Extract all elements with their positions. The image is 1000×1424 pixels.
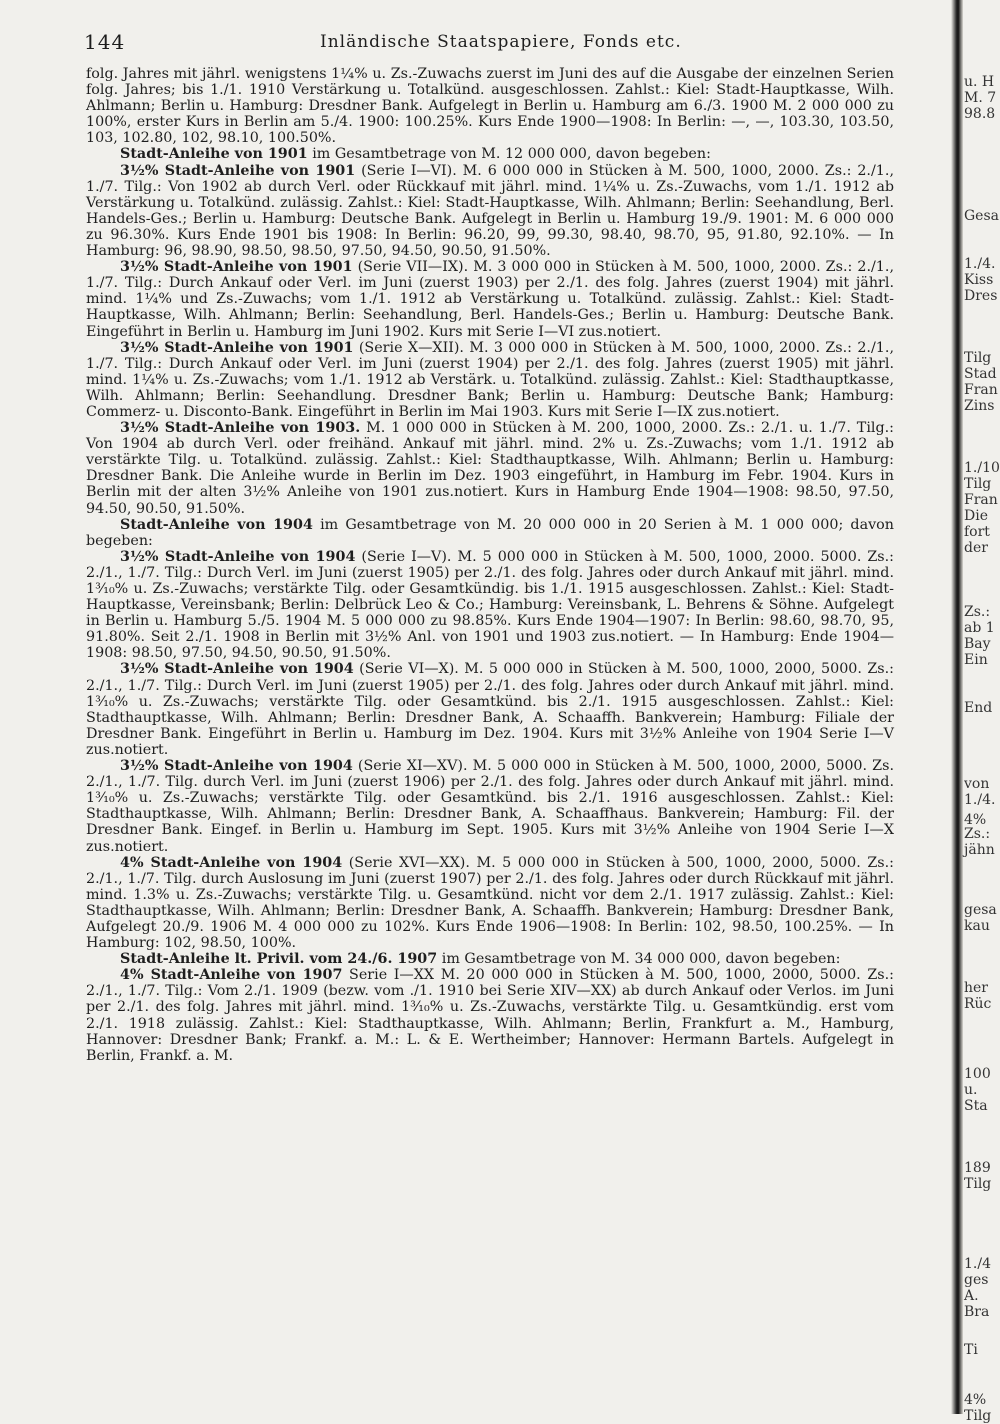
section-heading: 3½% Stadt-Anleihe von 1901 — [120, 259, 353, 276]
facing-page-fragment: Rüc — [964, 996, 992, 1012]
facing-page-fragment: End — [964, 700, 993, 716]
facing-page-fragment: 1./10 — [964, 460, 1000, 476]
section-heading: 3½% Stadt-Anleihe von 1904 — [120, 661, 354, 678]
facing-page-fragments — [964, 60, 1000, 1424]
facing-page-fragment: Tilg — [964, 350, 992, 366]
facing-page-fragment: Tilg — [964, 476, 992, 492]
facing-page-fragment: Bay — [964, 636, 991, 652]
section-heading: 4% Stadt-Anleihe von 1904 — [120, 854, 343, 871]
paragraph-text: im Gesamtbetrage von M. 20 000 000 in 20 Serien à M. 1 000 000; davon begeben: — [86, 516, 894, 549]
facing-page-fragment: der — [964, 540, 988, 556]
section-heading: 3½% Stadt-Anleihe von 1903. — [120, 420, 361, 437]
facing-page-fragment: her — [964, 980, 988, 996]
paragraph — [86, 758, 894, 855]
facing-page-fragment: Die — [964, 508, 988, 524]
facing-page-fragment: Tilg — [964, 1176, 992, 1192]
facing-page-fragment: 1./4 — [964, 1256, 991, 1272]
paragraph — [86, 951, 894, 967]
section-heading: Stadt-Anleihe lt. Privil. vom 24./6. 1907 — [120, 951, 438, 968]
section-heading: 4% Stadt-Anleihe von 1907 — [120, 967, 343, 984]
paragraph — [86, 163, 894, 260]
facing-page-fragment: Gesa — [964, 208, 999, 224]
page-number: 144 — [84, 30, 126, 54]
facing-page-fragment: A. — [964, 1288, 979, 1304]
facing-page-fragment: 100 — [964, 1066, 991, 1082]
facing-page-fragment: jähn — [964, 842, 995, 858]
facing-page-fragment: ges — [964, 1272, 989, 1288]
paragraph — [86, 517, 894, 549]
paragraph-text: (Serie X—XII). M. 3 000 000 in Stücken à M. 500, 1000, 2000. Zs.: 2./1., 1./7. Tilg.: Durch Ankauf oder Verl. im Juni (zuerst 1904) per 2./1. des folg. Jahres (zuerst 1905) mit jährl. mind. 1¼% u. Zs.-Zuwachs; vom 1./1. 1912 ab Verstärk. u. Totalkünd. zulässig. Zahlst.: Kiel: Stadthauptkasse, Wilh. Ahlmann; Berlin: Seehandlung. Dresdner Bank; Berlin u. Hamburg: Deutsche Bank; Hamburg: Commerz- u. Disconto-Bank. Eingeführt in Berlin im Mai 1903. Kurs mit Serie I—IX zus.notiert. — [86, 339, 894, 420]
section-heading: 3½% Stadt-Anleihe von 1904 — [120, 758, 353, 775]
running-title: Inländische Staatspapiere, Fonds etc. — [320, 32, 682, 52]
section-heading: 3½% Stadt-Anleihe von 1901 — [120, 339, 354, 356]
paragraph — [86, 855, 894, 952]
facing-page-fragment: Stad — [964, 366, 997, 382]
paragraph-text: (Serie XVI—XX). M. 5 000 000 in Stücken à 500, 1000, 2000, 5000. Zs.: 2./1., 1./7. Tilg. durch Auslosung im Juni (zuerst 1907) per 2./1. des folg. Jahres oder durch Rückkauf mit jährl. mind. 1.3% u. Zs.-Zuwachs; verstärkte Tilg. u. Gesamtkünd. nicht vor dem 2./1. 1917 zulässig. Zahlst.: Kiel: Stadthauptkasse, Wilh. Ahlmann; Berlin: Dresdner Bank, A. Schaaffh. Bankverein; Hamburg: Dresdner Bank, Aufgelegt 20./9. 1906 M. 4 000 000 zu 102%. Kurs Ende 1906—1908: In Berlin: 102, 98.50, 100.25%. — In Hamburg: 102, 98.50, 100%. — [86, 854, 894, 952]
facing-page-fragment: 1./4. — [964, 256, 996, 272]
paragraph-text: (Serie VII—IX). M. 3 000 000 in Stücken à M. 500, 1000, 2000. Zs.: 2./1., 1./7. Tilg.: Durch Ankauf oder Verl. im Juni (zuerst 1903) per 2./1. des folg. Jahres (zuerst 1904) mit jährl. mind. 1¼% und Zs.-Zuwachs; vom 1./1. 1912 ab Verstärkung u. Totalkünd. zulässig. Zahlst.: Kiel: Stadt-Hauptkasse, Wilh. Ahlmann; Berlin: Seehandlung, Berl. Handels-Ges.; Berlin u. Hamburg: Deutsche Bank. Eingeführt in Berlin u. Hamburg im Juni 1902. Kurs mit Serie I—VI zus.notiert. — [86, 259, 894, 340]
paragraph — [86, 549, 894, 662]
facing-page-fragment: 189 — [964, 1160, 991, 1176]
paragraph — [86, 420, 894, 517]
paragraph-text: (Serie I—VI). M. 6 000 000 in Stücken à M. 500, 1000, 2000. Zs.: 2./1., 1./7. Tilg.: Von 1902 ab durch Verl. oder Rückkauf mit jährl. mind. 1¼% u. Zs.-Zuwachs, vom 1./1. 1912 ab Verstärkung u. Totalkünd. zulässig. Zahlst.: Kiel: Stadt-Hauptkasse, Wilh. Ahlmann; Berlin: Seehandlung, Berl. Handels-Ges.; Berlin u. Hamburg: Deutsche Bank. Aufgelegt in Berlin u. Hamburg 19./9. 1901: M. 6 000 000 zu 96.30%. Kurs Ende 1901 bis 1908: In Berlin: 96.20, 99, 99.30, 98.40, 98.70, 95, 91.80, 92.10%. — In Hamburg: 96, 98.90, 98.50, 98.50, 97.50, 94.50, 90.50, 91.50%. — [86, 162, 894, 260]
facing-page-fragment: von — [964, 776, 990, 792]
facing-page-fragment: Dres — [964, 288, 998, 304]
paragraph — [86, 661, 894, 758]
facing-page-fragment: 4% — [964, 1392, 987, 1408]
facing-page-fragment: 4% — [964, 812, 987, 828]
facing-page-fragment: M. 7 — [964, 90, 997, 106]
facing-page-fragment: u. — [964, 1082, 978, 1098]
facing-page-fragment: Fran — [964, 382, 998, 398]
facing-page-fragment: u. H — [964, 74, 995, 90]
section-heading: Stadt-Anleihe von 1904 — [120, 516, 313, 533]
facing-page-fragment: Ti — [964, 1342, 978, 1358]
paragraph — [86, 340, 894, 420]
facing-page-fragment: ab 1 — [964, 620, 995, 636]
facing-page-fragment: Fran — [964, 492, 998, 508]
paragraph-text: (Serie I—V). M. 5 000 000 in Stücken à M. 500, 1000, 2000. 5000. Zs.: 2./1., 1./7. Tilg.: Durch Verl. im Juni (zuerst 1905) per 2./1. des folg. Jahres oder durch Ankauf mit jährl. mind. 1³⁄₁₀% u. Zs.-Zuwachs; verstärkte Tilg. oder Gesamtkündig. bis 1./1. 1915 ausgeschlossen. Zahlst.: Kiel: Stadt-Hauptkasse, Vereinsbank; Berlin: Delbrück Leo & Co.; Hamburg: Vereinsbank, L. Behrens & Söhne. Aufgelegt in Berlin u. Hamburg 5./5. 1904 M. 5 000 000 zu 98.85%. Kurs Ende 1904—1907: In Berlin: 98.60, 98.70, 95, 91.80%. Seit 2./1. 1908 in Berlin mit 3½% Anl. von 1901 und 1903 zus.notiert. — In Hamburg: Ende 1904—1908: 98.50, 97.50, 94.50, 90.50, 91.50%. — [86, 548, 894, 662]
page-header — [84, 30, 954, 62]
facing-page-fragment: Zins — [964, 398, 995, 414]
facing-page-fragment: 98.8 — [964, 106, 996, 122]
paragraph-text: Serie I—XX M. 20 000 000 in Stücken à M. 500, 1000, 2000, 5000. Zs.: 2./1., 1./7. Tilg.: Vom 2./1. 1909 (bezw. vom ./1. 1910 bei Serie XIV—XX) ab durch Ankauf oder Verlos. im Juni per 2./1. des folg. Jahres mit jährl. mind. 1³⁄₁₀% u. Zs.-Zuwachs, verstärkte Tilg. u. Gesamtkündig. erst vom 2./1. 1918 zulässig. Zahlst.: Kiel: Stadthauptkasse, Wilh. Ahlmann; Berlin, Frankfurt a. M., Hamburg, Hannover: Dresdner Bank; Frankf. a. M.: L. & E. Wertheimber; Hannover: Hermann Bartels. Aufgelegt in Berlin, Frankf. a. M. — [86, 967, 894, 1064]
facing-page-fragment: Ein — [964, 652, 988, 668]
paragraph-text: (Serie XI—XV). M. 5 000 000 in Stücken à M. 500, 1000, 2000, 5000. Zs. 2./1., 1./7. Tilg. durch Verl. im Juni (zuerst 1906) per 2./1. des folg. Jahres oder durch Ankauf mit jährl. mind. 1³⁄₁₀% u. Zs.-Zuwachs; verstärkte Tilg. oder Gesamtkünd. bis 2./1. 1916 ausgeschlossen. Zahlst.: Kiel: Stadthauptkasse, Wilh. Ahlmann; Berlin: Dresdner Bank, A. Schaaffhaus. Bankverein; Hamburg: Fil. der Dresdner Bank. Eingef. in Berlin u. Hamburg im Sept. 1905. Kurs mit 3½% Anleihe von 1904 Serie I—X zus.notiert. — [86, 758, 894, 855]
paragraph-text: im Gesamtbetrage von M. 12 000 000, davon begeben: — [307, 146, 711, 163]
facing-page-fragment: Sta — [964, 1098, 988, 1114]
facing-page-fragment: Bra — [964, 1304, 990, 1320]
main-text-column — [86, 66, 894, 1064]
paragraph — [86, 66, 894, 146]
paragraph-text: folg. Jahres mit jährl. wenigstens 1¼% u. Zs.-Zuwachs zuerst im Juni des auf die Ausgabe der einzelnen Serien folg. Jahres; bis 1./1. 1910 Verstärkung u. Totalkünd. ausgeschlossen. Zahlst.: Kiel: Stadt-Hauptkasse, Wilh. Ahlmann; Berlin u. Hamburg: Dresdner Bank. Aufgelegt in Berlin u. Hamburg am 6./3. 1900 M. 2 000 000 zu 100%, erster Kurs in Berlin am 5./4. 1900: 100.25%. Kurs Ende 1900—1908: In Berlin: —, —, 103.30, 103.50, 103, 102.80, 102, 98.10, 100.50%. — [86, 66, 894, 147]
facing-page-fragment: fort — [964, 524, 990, 540]
facing-page-fragment: 1./4. — [964, 792, 996, 808]
facing-page-fragment: Zs.: — [964, 604, 991, 620]
facing-page-fragment: Kiss — [964, 272, 994, 288]
section-heading: Stadt-Anleihe von 1901 — [120, 146, 308, 163]
paragraph — [86, 967, 894, 1064]
section-heading: 3½% Stadt-Anleihe von 1901 — [120, 162, 356, 179]
facing-page-fragment: Zs.: — [964, 826, 991, 842]
paragraph-text: (Serie VI—X). M. 5 000 000 in Stücken à M. 500, 1000, 2000, 5000. Zs.: 2./1., 1./7. Tilg.: Durch Verl. im Juni (zuerst 1905) per 2./1. des folg. Jahres oder durch Ankauf mit jährl. mind. 1³⁄₁₀% u. Zs.-Zuwachs; verstärkte Tilg. oder Gesamtkünd. bis 2./1. 1915 ausgeschlossen. Zahlst.: Kiel: Stadthauptkasse, Wilh. Ahlmann; Berlin: Dresdner Bank, A. Schaaffh. Bankverein; Hamburg: Filiale der Dresdner Bank. Eingeführt in Berlin u. Hamburg im Dez. 1904. Kurs mit 3½% Anleihe von 1904 Serie I—V zus.notiert. — [86, 661, 894, 758]
paragraph — [86, 146, 894, 162]
facing-page-fragment: Tilg — [964, 1408, 992, 1424]
facing-page-fragment: kau — [964, 918, 990, 934]
book-gutter — [951, 0, 963, 1414]
paragraph — [86, 259, 894, 339]
facing-page-fragment: gesa — [964, 902, 997, 918]
paragraph-text: im Gesamtbetrage von M. 34 000 000, davon begeben: — [437, 951, 841, 968]
section-heading: 3½% Stadt-Anleihe von 1904 — [120, 548, 356, 565]
paragraph-text: M. 1 000 000 in Stücken à M. 200, 1000, 2000. Zs.: 2./1. u. 1./7. Tilg.: Von 1904 ab durch Verl. oder freihänd. Ankauf mit jährl. mind. 2% u. Zs.-Zuwachs; vom 1./1. 1912 ab verstärkte Tilg. u. Totalkünd. zulässig. Zahlst.: Kiel: Stadthauptkasse, Wilh. Ahlmann; Berlin u. Hamburg: Dresdner Bank. Die Anleihe wurde in Berlin im Dez. 1903 eingeführt, in Hamburg im Febr. 1904. Kurs in Berlin mit der alten 3½% Anleihe von 1901 zus.notiert. Kurs in Hamburg Ende 1904—1908: 98.50, 97.50, 94.50, 90.50, 91.50%. — [86, 420, 894, 517]
